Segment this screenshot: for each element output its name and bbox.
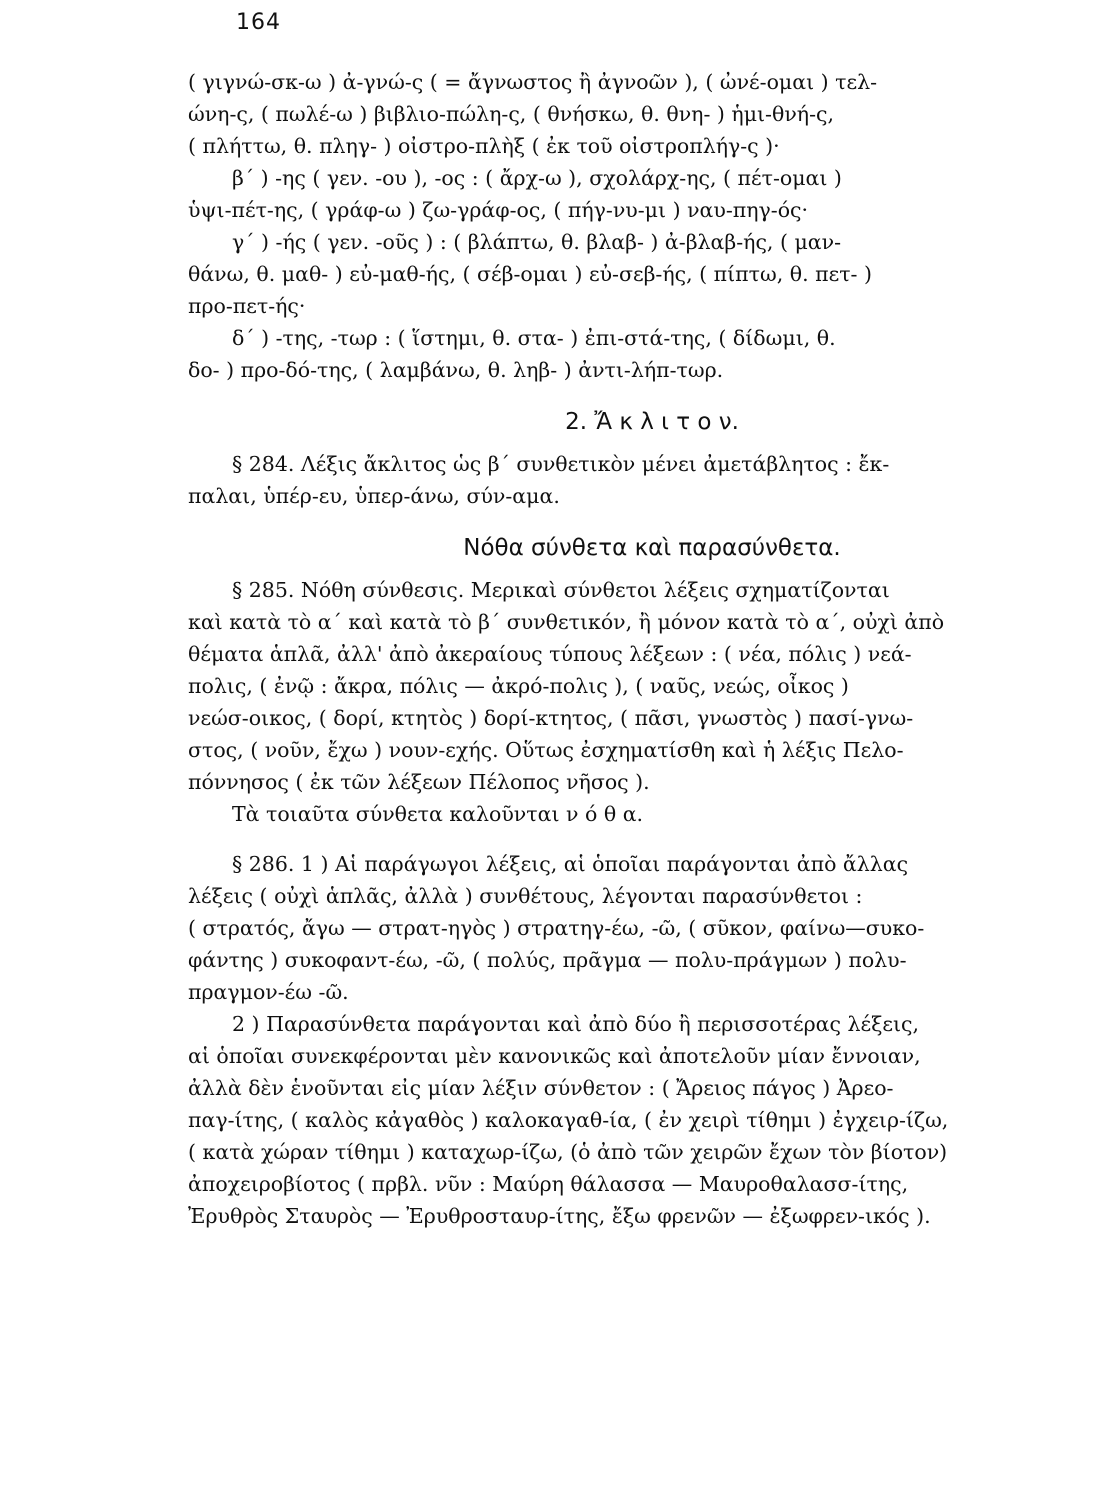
text-line: νεώσ-οικος, ( δορί, κτητὸς ) δορί-κτητος, ( πᾶσι, γνωστὸς ) πασί-γνω-	[188, 706, 914, 730]
text-line: γ΄ ) -ής ( γεν. -οῦς ) : ( βλάπτω, θ. βλαβ- ) ἀ-βλαβ-ής, ( μαν-	[232, 230, 842, 254]
page-number: 164	[236, 10, 281, 35]
text-line: β΄ ) -ης ( γεν. -ου ), -ος : ( ἄρχ-ω ), σχολάρχ-ης, ( πέτ-ομαι )	[232, 166, 842, 190]
text-line: ( γιγνώ-σκ-ω ) ἀ-γνώ-ς ( = ἄγνωστος ἢ ἀγνοῶν ), ( ὠνέ-ομαι ) τελ-	[188, 70, 878, 94]
text-line: στος, ( νοῦν, ἔχω ) νουν-εχής. Οὕτως ἐσχηματίσθη καὶ ἡ λέξις Πελο-	[188, 738, 904, 762]
text-line: ( στρατός, ἄγω — στρατ-ηγὸς ) στρατηγ-έω, -ῶ, ( σῦκον, φαίνω—συκο-	[188, 916, 925, 940]
section-286-line: § 286. 1 ) Αἱ παράγωγοι λέξεις, αἱ ὁποῖαι παράγονται ἀπὸ ἄλλας	[232, 852, 909, 876]
section-title: Νόθα σύνθετα καὶ παρασύνθετα.	[463, 535, 841, 561]
text-line: ὑψι-πέτ-ης, ( γράφ-ω ) ζω-γράφ-ος, ( πήγ-νυ-μι ) ναυ-πηγ-ός·	[188, 198, 809, 222]
text-line: Τὰ τοιαῦτα σύνθετα καλοῦνται ν ό θ α.	[232, 802, 644, 826]
text-line: Ἐρυθρὸς Σταυρὸς — Ἐρυθροσταυρ-ίτης, ἔξω φρενῶν — ἐξωφρεν-ικός ).	[188, 1204, 931, 1228]
text-line: λέξεις ( οὐχὶ ἁπλᾶς, ἀλλὰ ) συνθέτους, λέγονται παρασύνθετοι :	[188, 884, 863, 908]
text-line: πολις, ( ἐνῷ : ἄκρα, πόλις — ἀκρό-πολις ), ( ναῦς, νεώς, οἶκος )	[188, 674, 849, 698]
section-285-line: § 285. Νόθη σύνθεσις. Μερικαὶ σύνθετοι λέξεις σχηματίζονται	[232, 578, 890, 602]
text-line: παγ-ίτης, ( καλὸς κἀγαθὸς ) καλοκαγαθ-ία, ( ἐν χειρὶ τίθημι ) ἐγχειρ-ίζω,	[188, 1108, 949, 1132]
text-line: θέματα ἁπλᾶ, ἀλλ' ἀπὸ ἀκεραίους τύπους λέξεων : ( νέα, πόλις ) νεά-	[188, 642, 912, 666]
section-284-line: § 284. Λέξις ἄκλιτος ὡς β΄ συνθετικὸν μένει ἀμετάβλητος : ἔκ-	[232, 452, 890, 476]
text-line: ( κατὰ χώραν τίθημι ) καταχωρ-ίζω, (ὁ ἀπὸ τῶν χειρῶν ἔχων τὸν βίοτον)	[188, 1140, 948, 1164]
page-body	[188, 66, 1046, 1232]
text-line: ( πλήττω, θ. πληγ- ) οἰστρο-πλὴξ ( ἐκ τοῦ οἰστροπλήγ-ς )·	[188, 134, 780, 158]
text-line: πραγμον-έω -ῶ.	[188, 980, 349, 1004]
text-line: ἀλλὰ δὲν ἑνοῦνται εἰς μίαν λέξιν σύνθετον : ( Ἄρειος πάγος ) Ἀρεο-	[188, 1076, 894, 1100]
text-line: ἀποχειροβίοτος ( πρβλ. νῦν : Μαύρη θάλασσα — Μαυροθαλασσ-ίτης,	[188, 1172, 909, 1196]
text-line: δ΄ ) -της, -τωρ : ( ἵστημι, θ. στα- ) ἐπι-στά-της, ( δίδωμι, θ.	[232, 326, 836, 350]
text-line: θάνω, θ. μαθ- ) εὐ-μαθ-ής, ( σέβ-ομαι ) εὐ-σεβ-ής, ( πίπτω, θ. πετ- )	[188, 262, 872, 286]
text-line: παλαι, ὑπέρ-ευ, ὑπερ-άνω, σύν-αμα.	[188, 484, 560, 508]
subsection-heading: 2. Ἄ κ λ ι τ ο ν.	[565, 409, 739, 435]
text-line: αἱ ὁποῖαι συνεκφέρονται μὲν κανονικῶς καὶ ἀποτελοῦν μίαν ἔννοιαν,	[188, 1044, 921, 1068]
text-line: φάντης ) συκοφαντ-έω, -ῶ, ( πολύς, πρᾶγμα — πολυ-πράγμων ) πολυ-	[188, 948, 907, 972]
text-line: ώνη-ς, ( πωλέ-ω ) βιβλιο-πώλη-ς, ( θνήσκω, θ. θνη- ) ἡμι-θνή-ς,	[188, 102, 834, 126]
text-line: καὶ κατὰ τὸ α΄ καὶ κατὰ τὸ β΄ συνθετικόν, ἢ μόνον κατὰ τὸ α΄, οὐχὶ ἀπὸ	[188, 610, 945, 634]
text-line: προ-πετ-ής·	[188, 294, 306, 318]
text-line: πόννησος ( ἐκ τῶν λέξεων Πέλοπος νῆσος ).	[188, 770, 650, 794]
text-line: 2 ) Παρασύνθετα παράγονται καὶ ἀπὸ δύο ἢ περισσοτέρας λέξεις,	[232, 1012, 920, 1036]
text-line: δο- ) προ-δό-της, ( λαμβάνω, θ. ληβ- ) ἀντι-λήπ-τωρ.	[188, 358, 724, 382]
